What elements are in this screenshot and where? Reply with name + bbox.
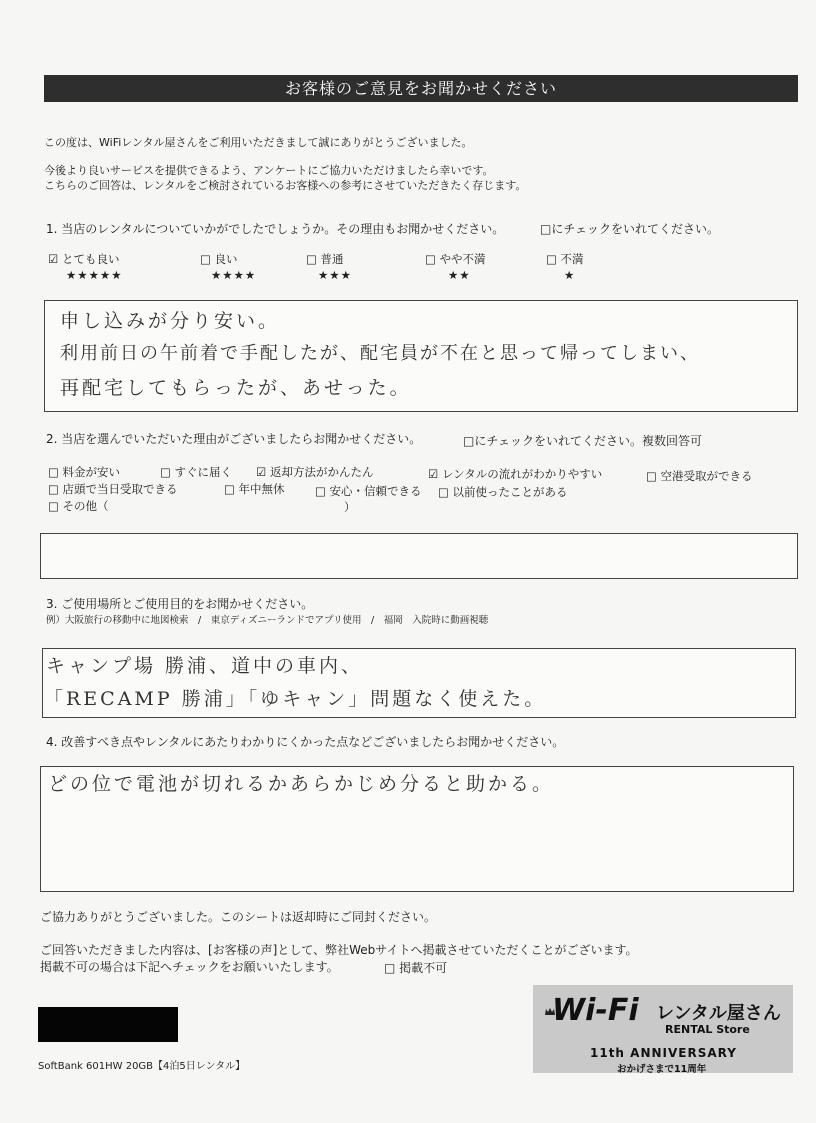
q1-option-somewhat-dissatisfied[interactable]: □ やや不満 bbox=[425, 252, 486, 266]
logo-anniversary: 11th ANNIVERSARY bbox=[590, 1046, 737, 1060]
intro-line-2: 今後より良いサービスを提供できるよう、アンケートにご協力いただけましたら幸いです。 bbox=[44, 164, 494, 177]
q1-stars-2: ★★ bbox=[448, 268, 471, 282]
q2-option-easy-return[interactable]: ☑ 返却方法がかんたん bbox=[256, 465, 374, 479]
q4-answer-line-1: どの位で電池が切れるかあらかじめ分ると助かる。 bbox=[48, 773, 555, 795]
q3-answer-line-1: キャンプ場 勝浦、道中の車内、 bbox=[46, 655, 364, 677]
logo-rental-ya: レンタル屋さん bbox=[656, 1003, 781, 1024]
logo-wifi: Wi-Fi bbox=[552, 993, 639, 1028]
q4-question: 4. 改善すべき点やレンタルにあたりわかりにくかった点などございましたらお聞かせください。 bbox=[46, 735, 565, 749]
q1-question: 1. 当店のレンタルについていかがでしたでしょうか。その理由もお聞かせください。 bbox=[46, 222, 505, 236]
product-info: SoftBank 601HW 20GB【4泊5日レンタル】 bbox=[38, 1061, 246, 1072]
intro-line-1: この度は、WiFiレンタル屋さんをご利用いただきまして誠にありがとうございました。 bbox=[44, 136, 473, 149]
q1-stars-1: ★ bbox=[564, 268, 576, 282]
logo-anniversary-jp: おかげさまで11周年 bbox=[617, 1064, 707, 1075]
q2-option-other-close: ） bbox=[344, 500, 356, 514]
q2-question: 2. 当店を選んでいただいた理由がございましたらお聞かせください。 bbox=[46, 432, 422, 446]
q3-question: 3. ご使用場所とご使用目的をお聞かせください。 bbox=[46, 597, 314, 611]
q2-option-used-before[interactable]: □ 以前使ったことがある bbox=[438, 485, 568, 499]
q1-option-good[interactable]: □ 良い bbox=[200, 252, 238, 266]
q2-answer-box[interactable] bbox=[40, 533, 798, 579]
q2-option-store-pickup[interactable]: □ 店頭で当日受取できる bbox=[48, 482, 178, 496]
closing-notice: ご回答いただきました内容は、[お客様の声]として、弊社Webサイトへ掲載させていただくことがございます。 bbox=[40, 943, 638, 957]
crown-mascot-icon bbox=[544, 1003, 552, 1011]
redacted-customer-name bbox=[38, 1007, 178, 1042]
optout-checkbox[interactable]: □ 掲載不可 bbox=[384, 961, 448, 975]
closing-thanks: ご協力ありがとうございました。このシートは返却時にご同封ください。 bbox=[40, 910, 437, 924]
q1-answer-line-1: 申し込みが分り安い。 bbox=[60, 310, 281, 332]
q2-instruction: □にチェックをいれてください。複数回答可 bbox=[463, 434, 702, 448]
q2-option-other[interactable]: □ その他（ bbox=[48, 499, 109, 513]
q1-answer-line-2: 利用前日の午前着で手配したが、配宅員が不在と思って帰ってしまい、 bbox=[60, 343, 700, 364]
q2-option-clear-flow[interactable]: ☑ レンタルの流れがわかりやすい bbox=[428, 467, 603, 481]
q2-option-open-all-year[interactable]: □ 年中無休 bbox=[224, 482, 285, 496]
q1-stars-4: ★★★★ bbox=[211, 268, 257, 282]
q2-option-fast-delivery[interactable]: □ すぐに届く bbox=[160, 465, 233, 479]
intro-line-3: こちらのご回答は、レンタルをご検討されているお客様への参考にさせていただきたく存じます。 bbox=[44, 179, 527, 192]
logo-rental-store: RENTAL Store bbox=[665, 1023, 750, 1036]
q1-stars-5: ★★★★★ bbox=[66, 268, 123, 282]
q1-answer-line-3: 再配宅してもらったが、あせった。 bbox=[60, 377, 412, 399]
q2-option-trustworthy[interactable]: □ 安心・信頼できる bbox=[315, 484, 422, 498]
q1-stars-3: ★★★ bbox=[318, 268, 352, 282]
q2-option-cheap[interactable]: □ 料金が安い bbox=[48, 465, 121, 479]
form-title: お客様のご意見をお聞かせください bbox=[44, 75, 798, 102]
closing-optout: 掲載不可の場合は下記へチェックをお願いいたします。 bbox=[40, 960, 339, 974]
q1-option-very-good[interactable]: ☑ とても良い bbox=[48, 252, 120, 266]
q1-option-dissatisfied[interactable]: □ 不満 bbox=[546, 252, 584, 266]
q1-instruction: □にチェックをいれてください。 bbox=[540, 222, 719, 236]
q1-option-normal[interactable]: □ 普通 bbox=[306, 252, 344, 266]
q3-answer-line-2: 「RECAMP 勝浦」「ゆキャン」問題なく使えた。 bbox=[44, 688, 547, 710]
q3-example: 例）大阪旅行の移動中に地図検索 / 東京ディズニーランドでアプリ使用 / 福岡 入院時に動画視聴 bbox=[46, 615, 489, 626]
q2-option-airport-pickup[interactable]: □ 空港受取ができる bbox=[646, 469, 753, 483]
